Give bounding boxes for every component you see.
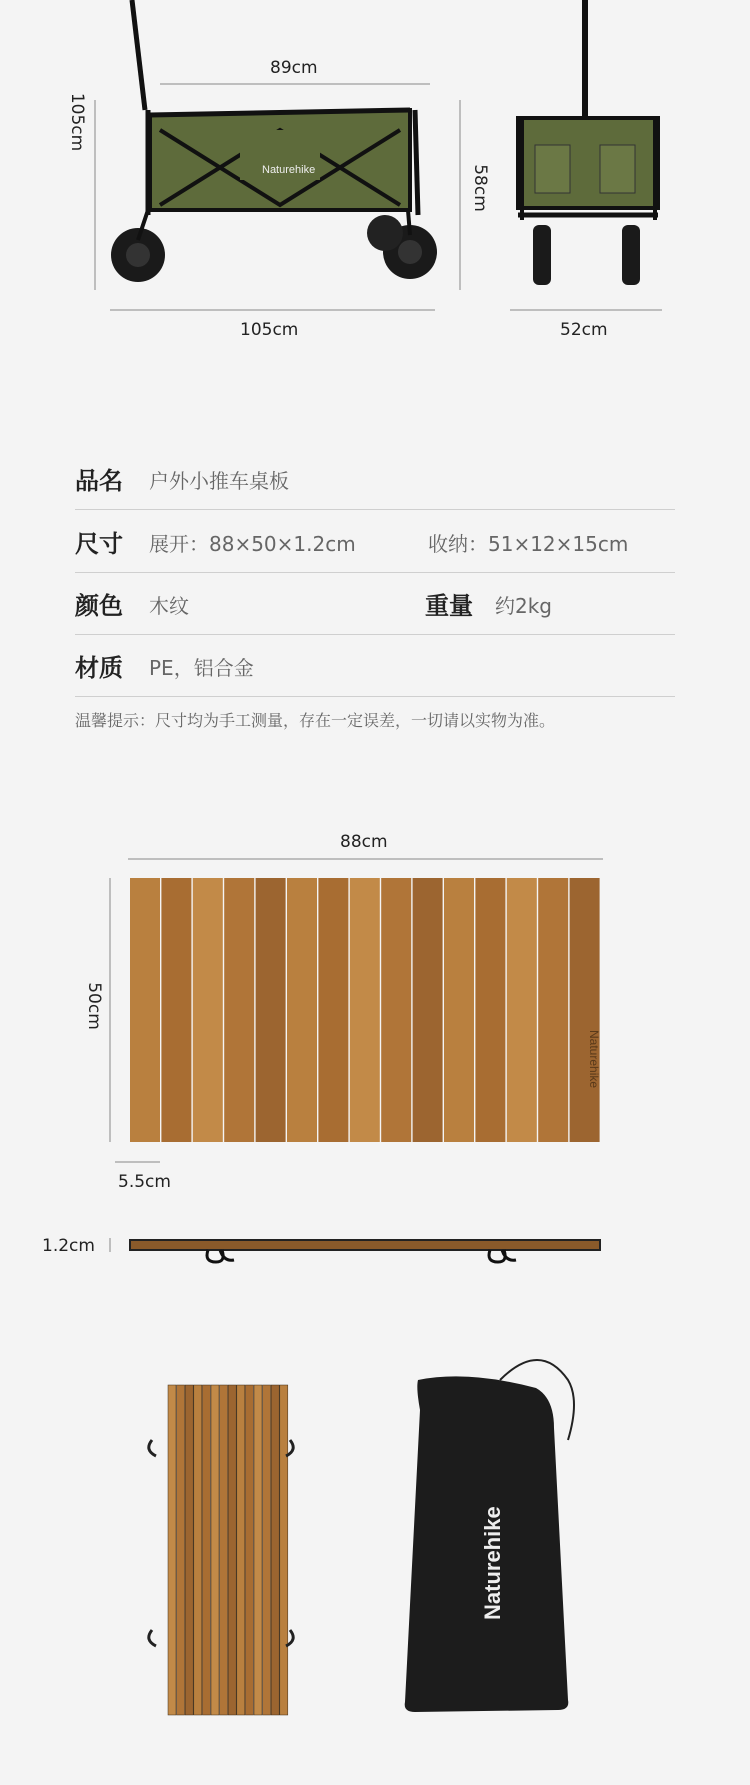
table-top-drawing bbox=[0, 840, 750, 1260]
cart-top-width-label: 89cm bbox=[270, 58, 318, 78]
thickness-label: 1.2cm bbox=[42, 1236, 95, 1256]
spec-color-value: 木纹 bbox=[149, 594, 189, 618]
spec-weight-value: 约2kg bbox=[495, 594, 553, 618]
table-slat bbox=[193, 878, 223, 1142]
folded-slat bbox=[168, 1385, 176, 1715]
spec-row-color bbox=[75, 572, 675, 635]
spec-color-label: 颜色 bbox=[75, 592, 123, 620]
table-slat bbox=[413, 878, 443, 1142]
spec-row-name bbox=[75, 447, 675, 510]
table-slat bbox=[350, 878, 380, 1142]
table-slat bbox=[507, 878, 537, 1142]
cart-side-width-label: 52cm bbox=[560, 320, 608, 340]
table-slat bbox=[318, 878, 348, 1142]
folded-slat bbox=[202, 1385, 210, 1715]
spec-size-label: 尺寸 bbox=[75, 530, 123, 558]
folded-slat bbox=[254, 1385, 262, 1715]
spec-row-material bbox=[75, 634, 675, 697]
spec-size-fold: 收纳：51×12×15cm bbox=[428, 532, 629, 556]
table-slat bbox=[444, 878, 474, 1142]
cart-brand-logo: Naturehike bbox=[262, 164, 316, 176]
folded-slat bbox=[185, 1385, 193, 1715]
cart-side-drawing bbox=[0, 0, 750, 360]
cart-length-label: 105cm bbox=[240, 320, 299, 340]
table-slat bbox=[287, 878, 317, 1142]
folded-slat bbox=[237, 1385, 245, 1715]
folded-drawing bbox=[0, 1370, 750, 1750]
spec-size-open: 展开：88×50×1.2cm bbox=[149, 532, 356, 556]
folded-slat bbox=[211, 1385, 219, 1715]
folded-slat bbox=[194, 1385, 202, 1715]
folded-slat bbox=[228, 1385, 236, 1715]
table-slat bbox=[570, 878, 600, 1142]
table-slat bbox=[538, 878, 568, 1142]
table-brand-logo: Naturehike bbox=[587, 1030, 601, 1089]
folded-slat bbox=[280, 1385, 288, 1715]
cart-height-label: 105cm bbox=[67, 92, 88, 152]
spec-weight-label: 重量 bbox=[425, 592, 473, 620]
folded-slat bbox=[271, 1385, 279, 1715]
table-slat bbox=[130, 878, 160, 1142]
table-width-label: 88cm bbox=[340, 832, 388, 852]
folded-slat bbox=[263, 1385, 271, 1715]
spec-material-value: PE，铝合金 bbox=[149, 656, 254, 680]
table-slat bbox=[256, 878, 286, 1142]
table-height-label: 50cm bbox=[83, 982, 104, 1030]
bag-brand-logo: Naturehike bbox=[480, 1506, 505, 1620]
spec-row-size bbox=[75, 510, 675, 573]
table-slat bbox=[381, 878, 411, 1142]
slat-width-label: 5.5cm bbox=[118, 1172, 171, 1192]
measurement-note: 温馨提示：尺寸均为手工测量，存在一定误差，一切请以实物为准。 bbox=[75, 711, 556, 730]
folded-slat bbox=[177, 1385, 185, 1715]
spec-name-value: 户外小推车桌板 bbox=[149, 469, 289, 493]
folded-slat bbox=[245, 1385, 253, 1715]
cart-side-height-label: 58cm bbox=[469, 164, 490, 212]
spec-name-label: 品名 bbox=[75, 467, 123, 495]
table-slat bbox=[224, 878, 254, 1142]
spec-material-label: 材质 bbox=[75, 654, 123, 682]
folded-slat bbox=[220, 1385, 228, 1715]
table-slat bbox=[475, 878, 505, 1142]
table-slat bbox=[161, 878, 191, 1142]
